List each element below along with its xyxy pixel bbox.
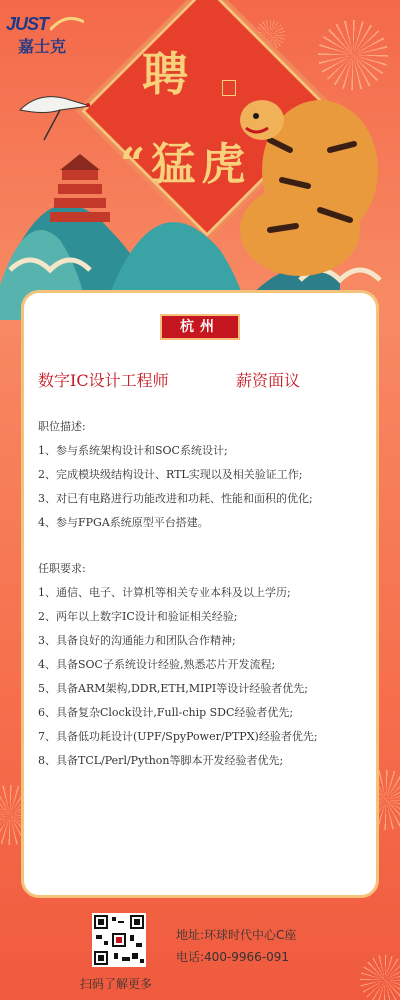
- company-logo: [6, 14, 86, 58]
- qr-code-icon[interactable]: [92, 913, 146, 967]
- firework-decoration: [360, 955, 400, 1000]
- poster-title-hire: 聘: [142, 47, 188, 101]
- phone-text: 电话:400-9966-091: [176, 950, 290, 964]
- list-item: 6、具备复杂Clock设计,Full-chip SDC经验者优先;: [38, 706, 294, 719]
- list-item: 2、两年以上数字IC设计和验证相关经验;: [38, 610, 238, 623]
- list-item: 8、具备TCL/Perl/Python等脚本开发经验者优先;: [38, 754, 284, 767]
- logo-swoosh-icon: [50, 16, 84, 34]
- list-item: 4、具备SOC子系统设计经验,熟悉芯片开发流程;: [38, 658, 276, 671]
- job-title: 数字IC设计工程师: [38, 371, 169, 390]
- address-text: 地址:环球时代中心C座: [176, 928, 297, 942]
- list-item: 1、通信、电子、计算机等相关专业本科及以上学历;: [38, 586, 291, 599]
- seal-stamp: [222, 80, 236, 96]
- crane-illustration: [20, 97, 90, 140]
- description-heading: 职位描述:: [38, 420, 86, 433]
- tiger-illustration: [240, 100, 378, 276]
- list-item: 3、具备良好的沟通能力和团队合作精神;: [38, 634, 236, 647]
- list-item: 3、对已有电路进行功能改进和功耗、性能和面积的优化;: [38, 492, 313, 505]
- poster-illustration: [0, 80, 400, 320]
- logo-latin-text: JUST: [6, 14, 49, 34]
- poster-title-tiger: “猛虎: [120, 139, 252, 190]
- list-item: 7、具备低功耗设计(UPF/SpyPower/PTPX)经验者优先;: [38, 730, 318, 743]
- list-item: 4、参与FPGA系统原型平台搭建。: [38, 516, 209, 529]
- list-item: 1、参与系统架构设计和SOC系统设计;: [38, 444, 228, 457]
- salary-text: 薪资面议: [236, 371, 301, 390]
- city-tag: 杭州: [160, 314, 240, 340]
- qr-caption: 扫码了解更多: [80, 977, 153, 991]
- logo-chinese-text: 嘉士克: [18, 37, 67, 56]
- list-item: 2、完成模块级结构设计、RTL实现以及相关验证工作;: [38, 468, 303, 481]
- list-item: 5、具备ARM架构,DDR,ETH,MIPI等设计经验者优先;: [38, 682, 308, 695]
- requirements-heading: 任职要求:: [38, 562, 86, 575]
